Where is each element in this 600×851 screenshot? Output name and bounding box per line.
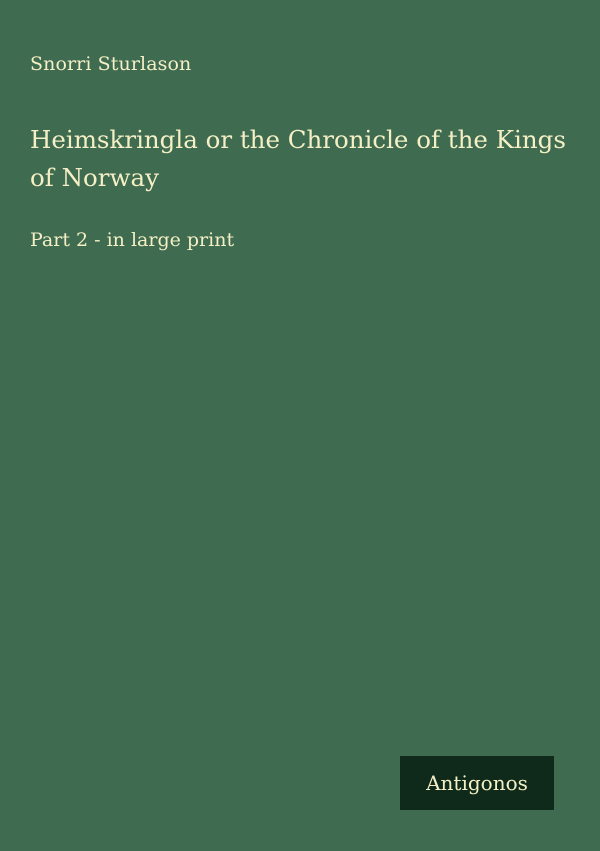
publisher-name: Antigonos bbox=[426, 771, 528, 795]
book-title: Heimskringla or the Chronicle of the Kings of Norway bbox=[30, 125, 566, 192]
author-name: Snorri Sturlason bbox=[30, 53, 192, 75]
book-subtitle: Part 2 - in large print bbox=[30, 229, 235, 251]
publisher-badge bbox=[400, 756, 554, 810]
